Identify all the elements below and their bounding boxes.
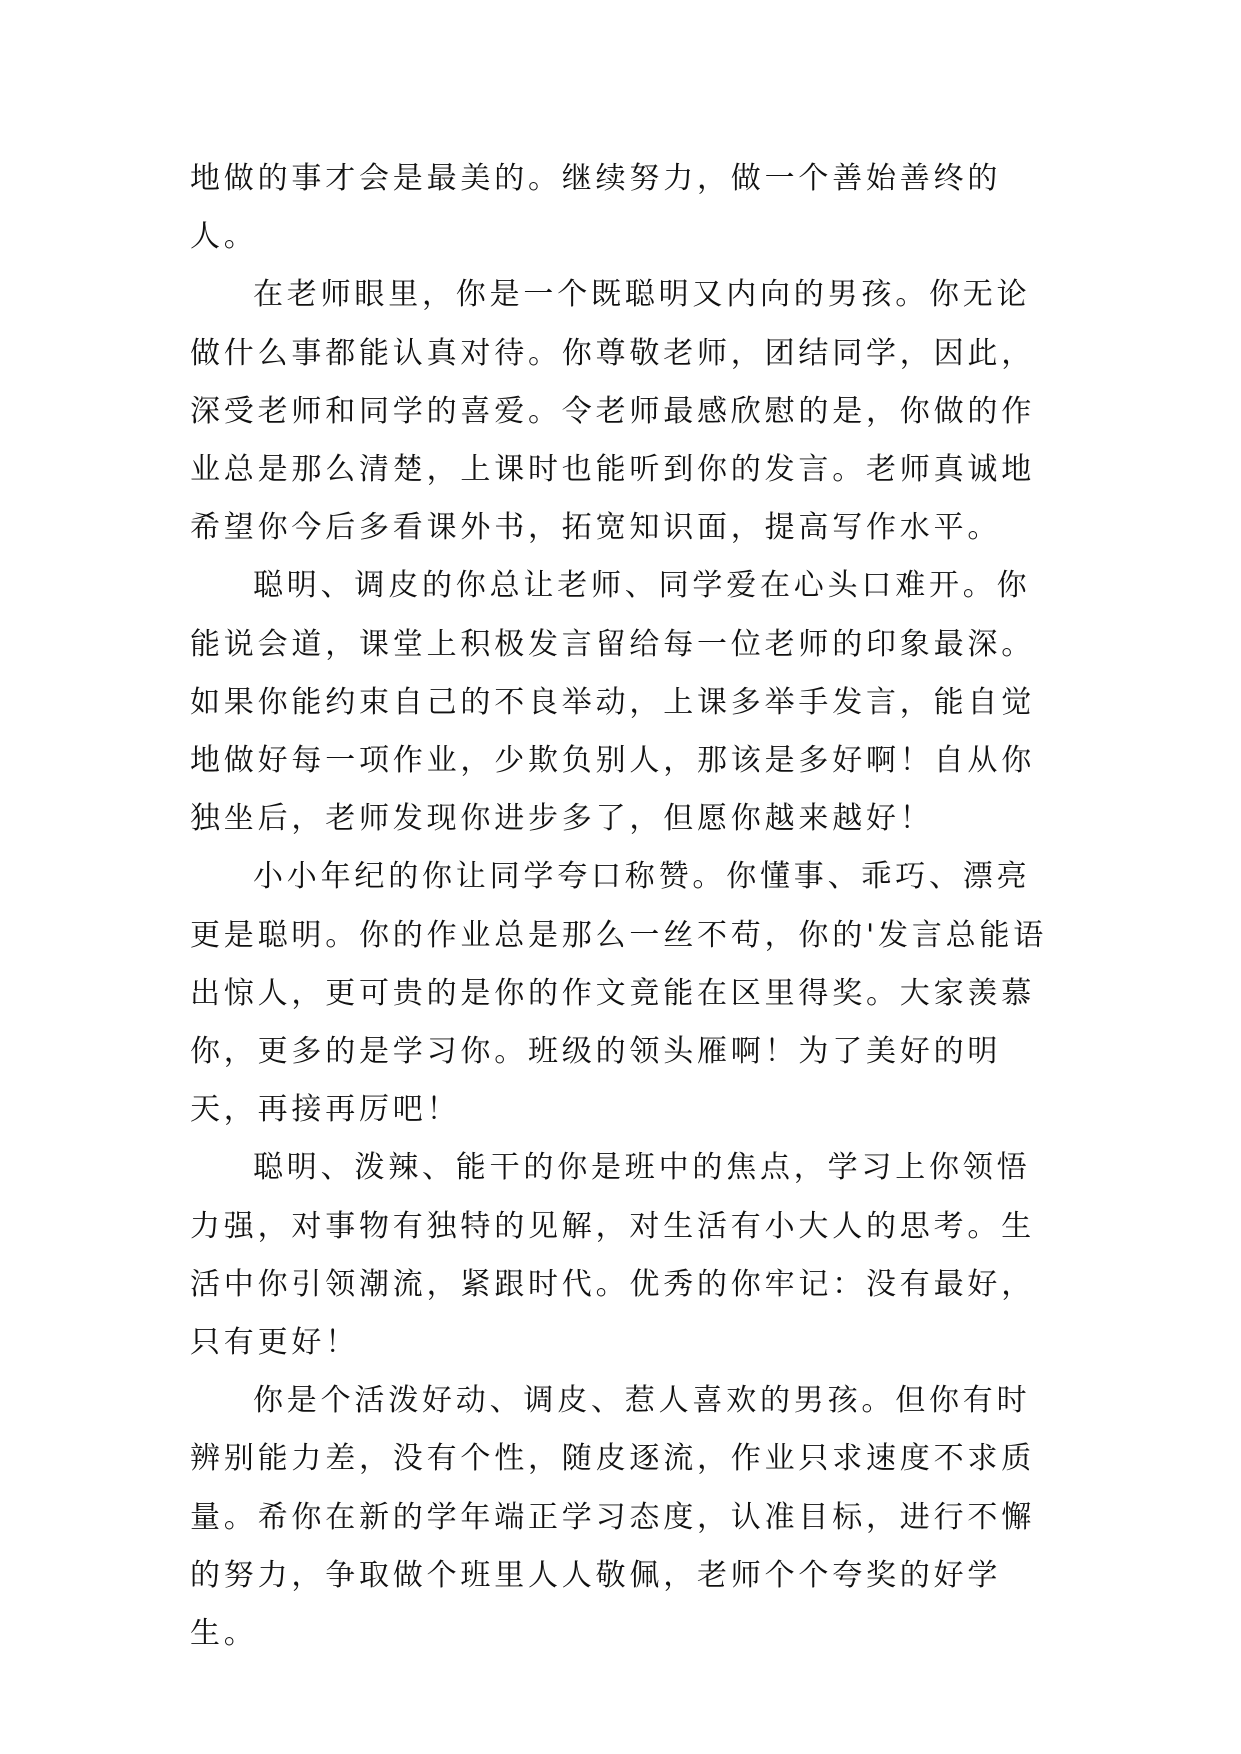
paragraph-comment-4: 聪明、泼辣、能干的你是班中的焦点，学习上你领悟力强，对事物有独特的见解，对生活有小大人的思考。生活中你引领潮流，紧跟时代。优秀的你牢记：没有最好，只有更好！ — [190, 1150, 1035, 1361]
paragraph-comment-3: 小小年纪的你让同学夸口称赞。你懂事、乖巧、漂亮更是聪明。你的作业总是那么一丝不苟，你的'发言总能语出惊人，更可贵的是你的作文竟能在区里得奖。大家羡慕你，更多的是学习你。班级的领头雁啊！为了美好的明天，再接再厉吧！ — [190, 859, 1048, 1128]
paragraph-comment-5: 你是个活泼好动、调皮、惹人喜欢的男孩。但你有时辨别能力差，没有个性，随皮逐流，作业只求速度不求质量。希你在新的学年端正学习态度，认准目标，进行不懈的努力，争取做个班里人人敬佩，老师个个夸奖的好学生。 — [190, 1383, 1035, 1652]
paragraph-comment-2: 聪明、调皮的你总让老师、同学爱在心头口难开。你能说会道，课堂上积极发言留给每一位老师的印象最深。如果你能约束自己的不良举动，上课多举手发言，能自觉地做好每一项作业，少欺负别人，那该是多好啊！自从你独坐后，老师发现你进步多了，但愿你越来越好！ — [190, 568, 1035, 837]
paragraph-comment-1: 在老师眼里，你是一个既聪明又内向的男孩。你无论做什么事都能认真对待。你尊敬老师，团结同学，因此，深受老师和同学的喜爱。令老师最感欣慰的是，你做的作业总是那么清楚，上课时也能听到你的发言。老师真诚地希望你今后多看课外书，拓宽知识面，提高写作水平。 — [190, 277, 1035, 546]
paragraph-continued: 地做的事才会是最美的。继续努力，做一个善始善终的人。 — [190, 161, 1002, 255]
document-body — [190, 150, 1060, 1663]
